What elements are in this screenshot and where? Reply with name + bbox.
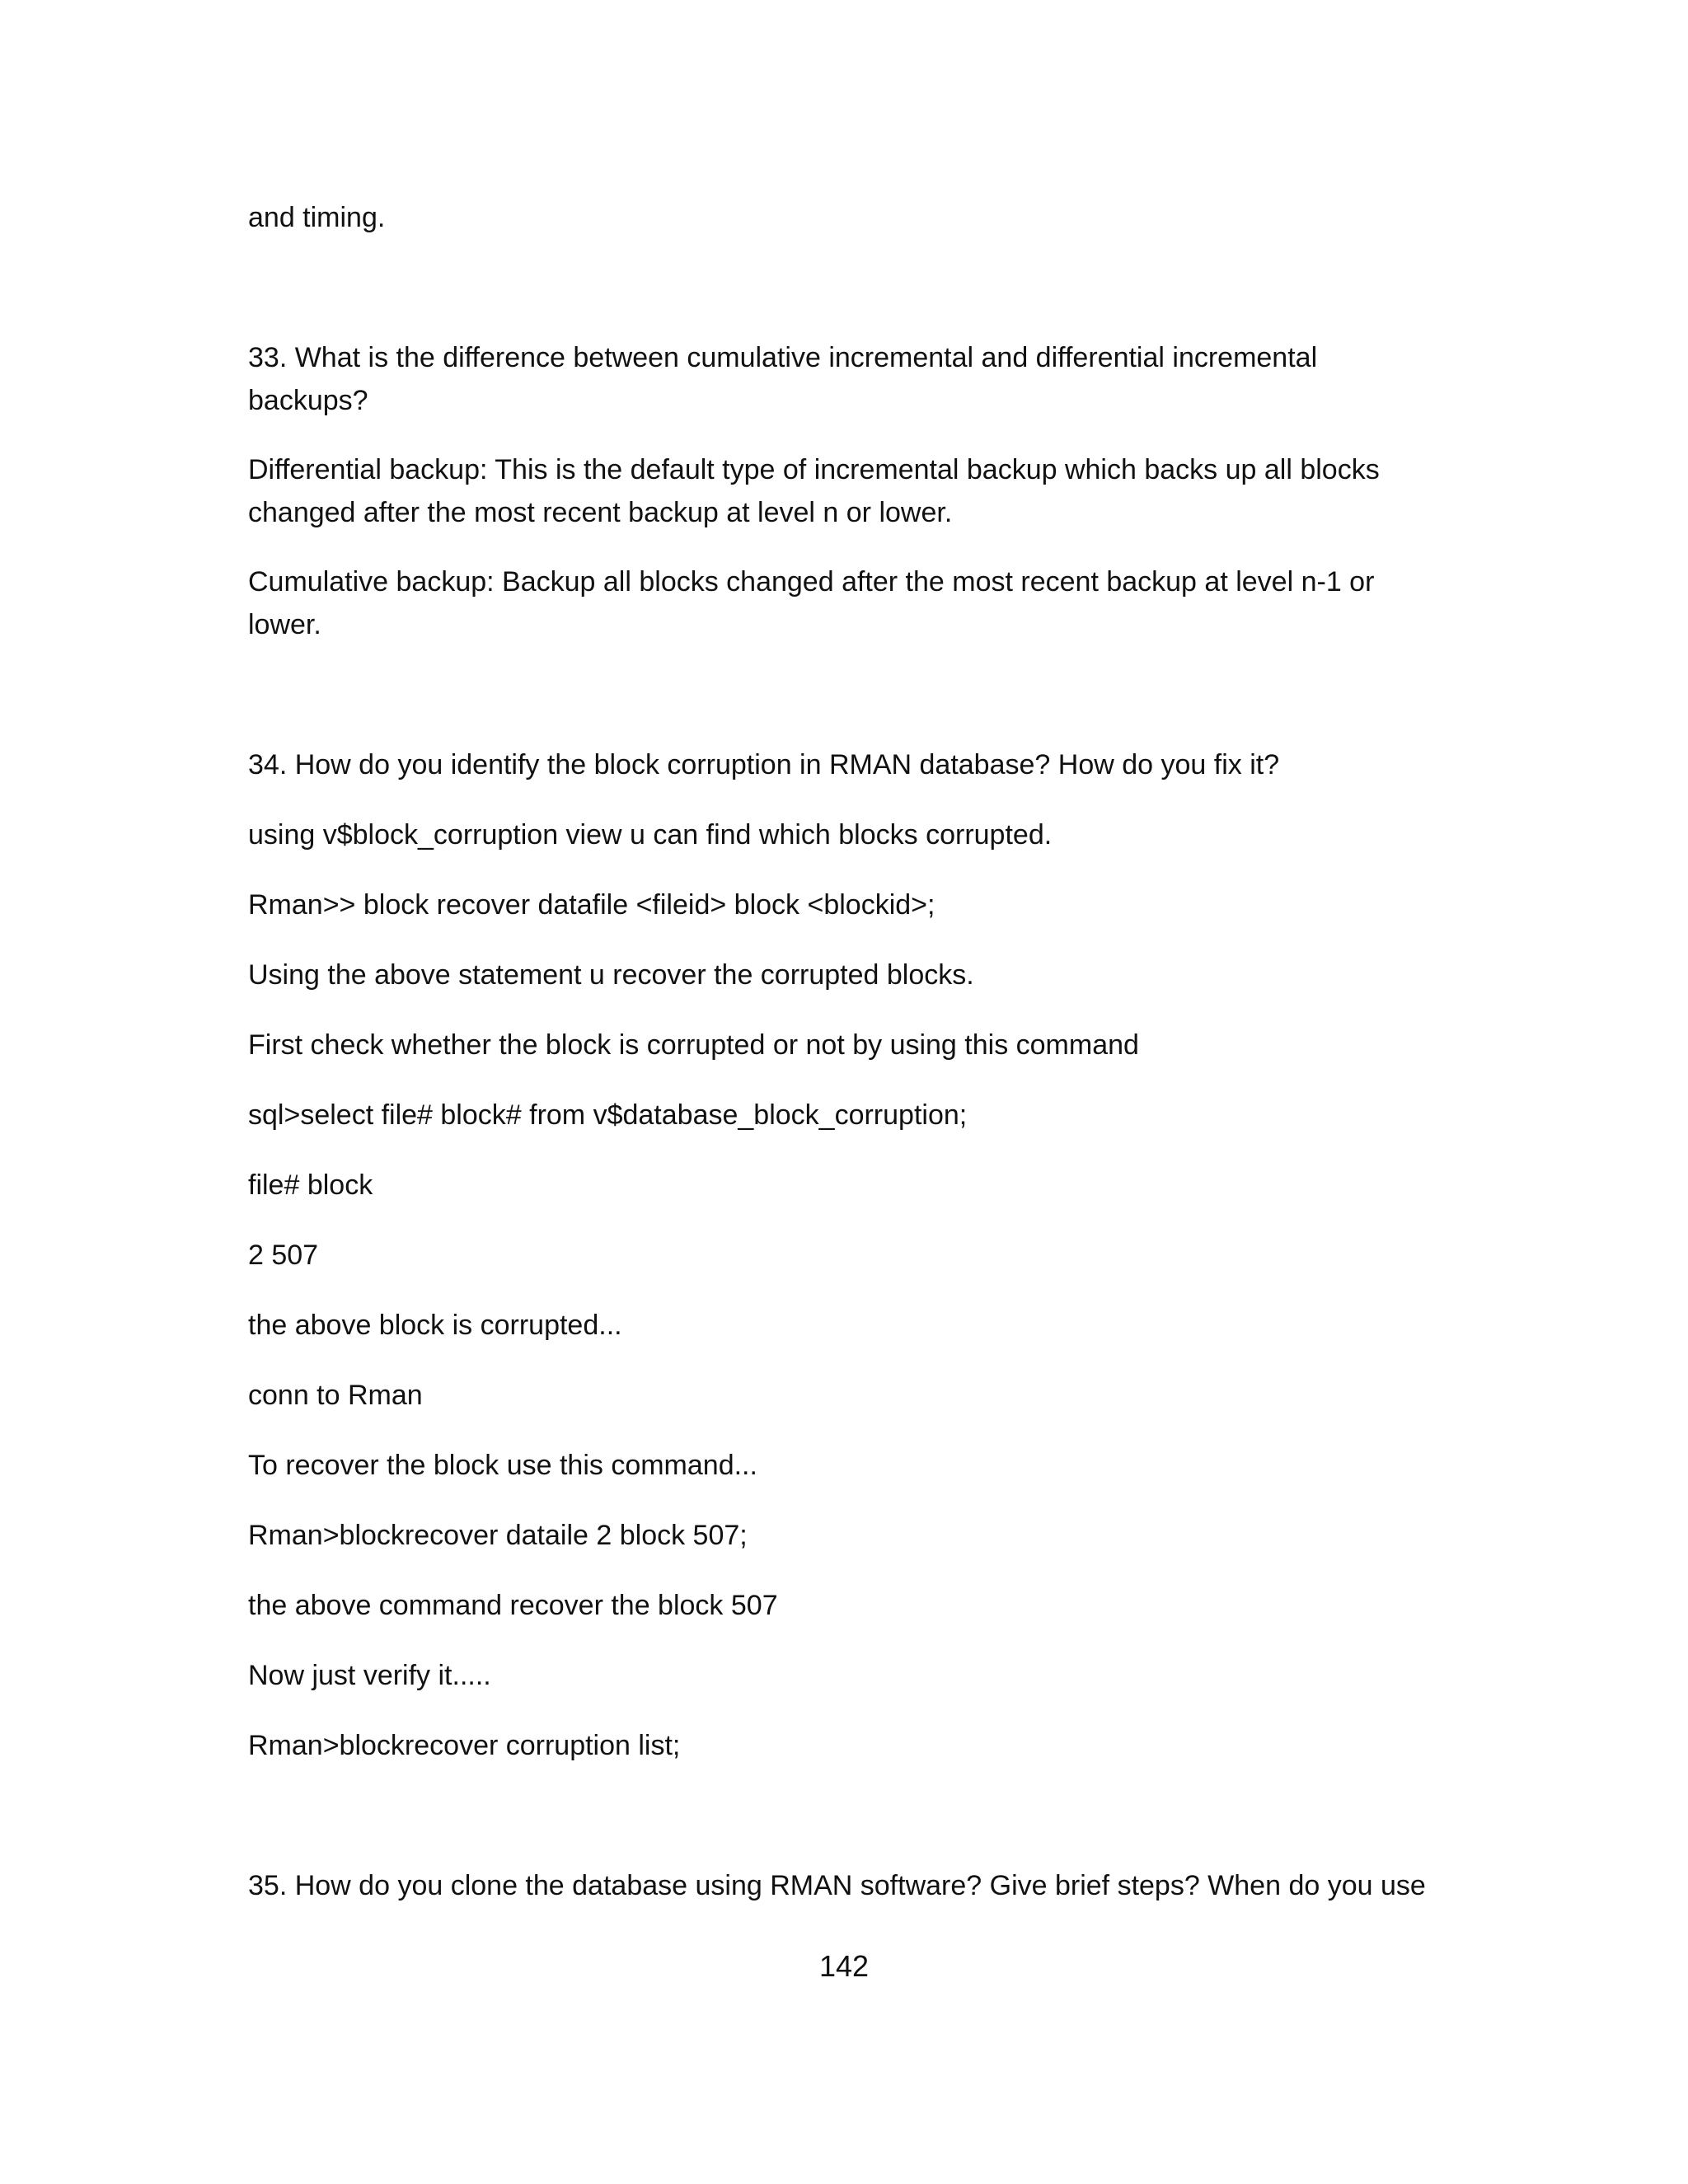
- question-33-heading: 33. What is the difference between cumulative incremental and differential incremental: [248, 342, 1318, 373]
- text-line: changed after the most recent backup at level n or lower.: [248, 497, 953, 528]
- text-line: To recover the block use this command...: [248, 1450, 757, 1481]
- page-number: 142: [818, 1949, 870, 1983]
- text-line: using v$block_corruption view u can find which blocks corrupted.: [248, 819, 1053, 851]
- text-line: Rman>blockrecover corruption list;: [248, 1730, 681, 1761]
- text-line: conn to Rman: [248, 1380, 423, 1411]
- text-line: the above command recover the block 507: [248, 1590, 778, 1621]
- text-line: sql>select file# block# from v$database_block_corruption;: [248, 1099, 968, 1131]
- text-line: Rman>> block recover datafile <fileid> block <blockid>;: [248, 889, 935, 921]
- text-line: First check whether the block is corrupted or not by using this command: [248, 1029, 1139, 1061]
- text-line: Cumulative backup: Backup all blocks changed after the most recent backup at level n-1 or: [248, 566, 1375, 598]
- text-line: file# block: [248, 1169, 373, 1201]
- text-line: Differential backup: This is the default type of incremental backup which backs up all blocks: [248, 454, 1380, 485]
- text-line: Using the above statement u recover the corrupted blocks.: [248, 959, 974, 991]
- text-line: lower.: [248, 609, 321, 640]
- question-33-heading-cont: backups?: [248, 385, 368, 416]
- text-line: the above block is corrupted...: [248, 1310, 622, 1341]
- question-34-heading: 34. How do you identify the block corruption in RMAN database? How do you fix it?: [248, 749, 1280, 780]
- text-line: and timing.: [248, 202, 386, 233]
- text-line: 2 507: [248, 1240, 319, 1271]
- question-35-heading: 35. How do you clone the database using RMAN software? Give brief steps? When do you use: [248, 1870, 1426, 1901]
- text-line: Now just verify it.....: [248, 1660, 491, 1691]
- text-line: Rman>blockrecover dataile 2 block 507;: [248, 1520, 748, 1551]
